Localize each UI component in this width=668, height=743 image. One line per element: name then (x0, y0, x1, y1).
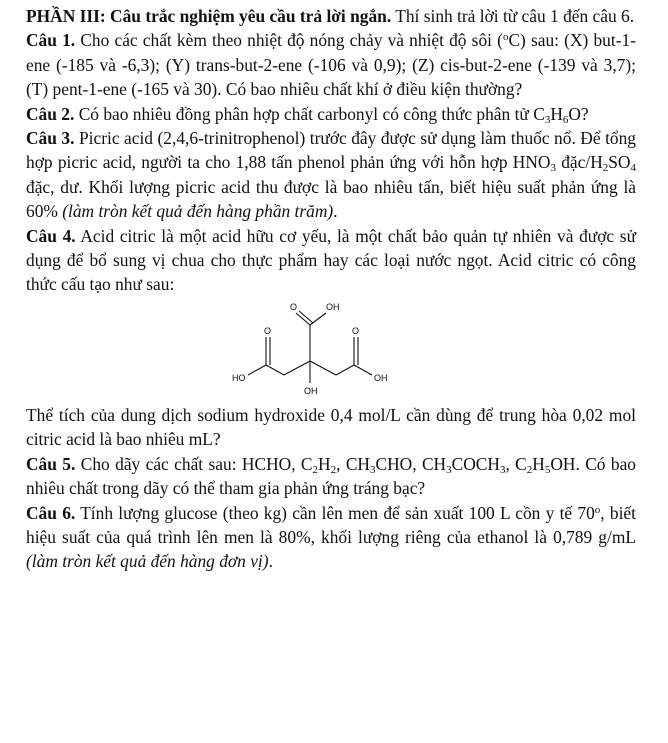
molecular-formula: $C_3H_6O$? (533, 103, 589, 126)
citric-acid-structure (26, 299, 636, 399)
question-2 (26, 102, 636, 126)
atom-oh-bottom: OH (304, 385, 318, 396)
rounding-note: (làm tròn kết quả đến hàng đơn vị) (26, 551, 269, 572)
question-5-text: Cho dãy các chất sau: HCHO, C (80, 453, 313, 474)
bond-c1-c2 (266, 365, 284, 375)
question-4 (26, 224, 636, 297)
question-3: Câu 3. Picric acid (2,4,6-trinitrophenol) trước đây được sử dụng làm thuốc nổ. Để tổng hợp picric acid, người ta cho 1,88 tấn phenol phản ứng với hỗn hợp $HNO_3$ đặc/$H_2SO_4$ đặc, dư. Khối lượng picric acid thu được là bao nhiêu tấn, biết hiệu suất phản ứng là 60% (làm tròn kết quả đến hàng phần trăm). (26, 128, 636, 222)
atom-o-top: O (290, 301, 298, 312)
bond-c2-c3 (284, 361, 310, 375)
question-6: Câu 6. Tính lượng glucose (theo kg) cần lên men để sản xuất 100 L cồn y tế 70$^o$, biết hiệu suất của quá trình lên men là 80%, khối lượng riêng của ethanol là 0,789 g/mL (làm tròn kết quả đến hàng đơn vị). (26, 502, 636, 572)
question-4-text: Acid citric là một acid hữu cơ yếu, là một chất bảo quản tự nhiên và được sử dụng để bổ sung vị chua cho thực phẩm hay các loại nước ngọt. Acid citric có công thức cấu tạo như sau: (26, 225, 637, 295)
degree-sign: o (502, 31, 509, 44)
section-intro-text: Thí sinh trả lời từ câu 1 đến câu 6. (395, 6, 635, 26)
question-5-label: Câu 5. (26, 453, 76, 474)
bond-c4-oh (310, 313, 326, 325)
atom-o-left: O (264, 325, 272, 336)
question-6-label: Câu 6. (26, 502, 76, 523)
atom-oh-top: OH (326, 301, 340, 312)
question-2-text: Có bao nhiêu đồng phân hợp chất carbonyl có công thức phân tử (78, 103, 529, 124)
question-1 (26, 28, 636, 101)
rounding-note: (làm tròn kết quả đến hàng phần trăm) (62, 201, 334, 222)
question-4-continued (26, 403, 636, 452)
degree-sign: o (594, 503, 601, 516)
bond-c6-oh (354, 365, 372, 375)
atom-o-right: O (352, 325, 360, 336)
bond-c5-c6 (336, 365, 354, 375)
bond-c3-c5 (310, 361, 336, 375)
question-3-label: Câu 3. (26, 128, 75, 149)
question-1-text-cont: C) sau: (X) but-1-ene (-185 và -6,3); (Y) trans-but-2-ene (-106 và 0,9); (Z) cis-but-2-ene (-139 và 3,7); (T) pent-1-ene (-165 và 30). Có bao nhiêu chất khí ở điều kiện thường? (26, 30, 636, 100)
question-4-text-after: Thể tích của dung dịch sodium hydroxide 0,4 mol/L cần dùng để trung hòa 0,02 mol citric acid là bao nhiêu mL? (26, 404, 636, 450)
atom-oh-right: OH (374, 372, 388, 383)
question-3-text: Picric acid (2,4,6-trinitrophenol) trước đây được sử dụng làm thuốc nổ. Để tổng hợp picric acid, người ta cho 1,88 tấn phenol phản ứng với hỗn hợp HNO (26, 128, 636, 173)
question-1-text: Cho các chất kèm theo nhiệt độ nóng chảy và nhiệt độ sôi ( (80, 30, 503, 51)
question-5: Câu 5. Cho dãy các chất sau: HCHO, $C_2H_2$, $CH_3CHO$, $CH_3COCH_3$, $C_2H_5OH$. Có bao nhiêu chất trong dãy có thể tham gia phản ứng tráng bạc? (26, 453, 637, 499)
section-heading: PHẦN III: Câu trắc nghiệm yêu cầu trả lời ngắn. (26, 6, 392, 26)
section-intro (26, 4, 636, 28)
atom-ho-left: HO (232, 372, 246, 383)
question-6-text: Tính lượng glucose (theo kg) cần lên men để sản xuất 100 L cồn y tế 70 (80, 502, 595, 523)
citric-acid-svg (226, 299, 436, 399)
question-1-label: Câu 1. (26, 30, 76, 51)
question-4-label: Câu 4. (26, 225, 76, 246)
bond-ho-c1 (248, 365, 266, 375)
question-2-label: Câu 2. (26, 103, 75, 124)
